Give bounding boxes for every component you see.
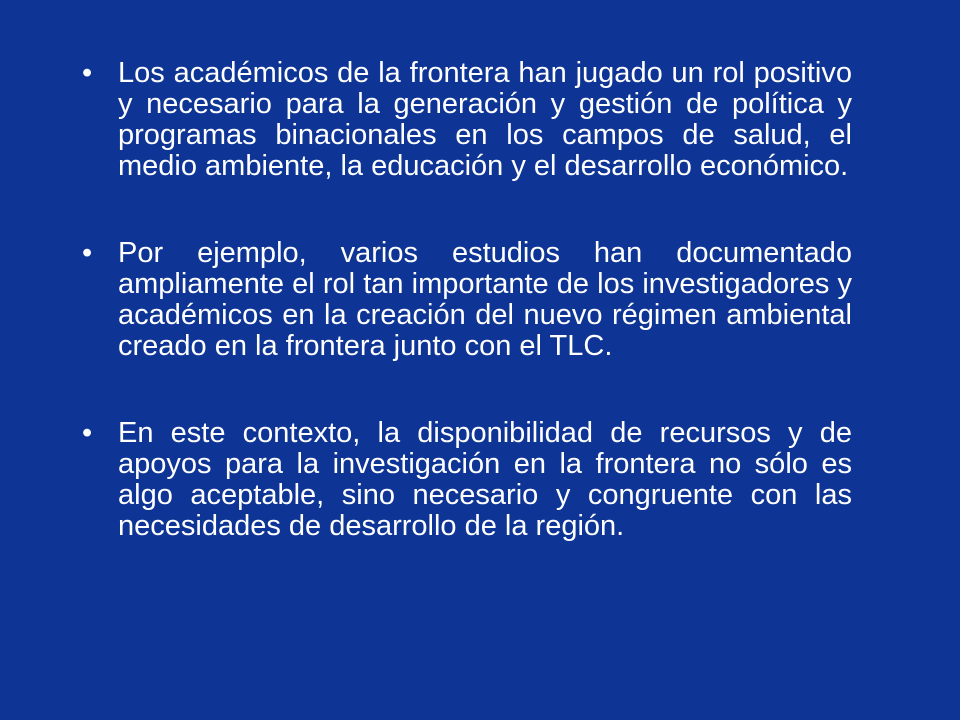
bullet-marker-icon: •	[82, 417, 93, 449]
bullet-item-2	[82, 238, 852, 362]
bullet-text-1: Los académicos de la frontera han jugado un rol positivo y necesario para la generación y gestión de política y programas binacionales en los campos de salud, el medio ambiente, la educación y el desarrollo económico.	[118, 57, 852, 182]
bullet-text-3: En este contexto, la disponibilidad de recursos y de apoyos para la investigación en la frontera no sólo es algo aceptable, sino necesario y congruente con las necesidades de desarrollo de la región.	[118, 417, 852, 542]
bullet-marker-icon: •	[82, 237, 93, 269]
bullet-item-1	[82, 58, 852, 182]
bullet-item-3	[82, 418, 852, 542]
bullet-list	[82, 58, 852, 598]
bullet-text-2: Por ejemplo, varios estudios han documentado ampliamente el rol tan importante de los investigadores y académicos en la creación del nuevo régimen ambiental creado en la frontera junto con el TLC.	[118, 237, 852, 362]
bullet-marker-icon: •	[82, 57, 93, 89]
